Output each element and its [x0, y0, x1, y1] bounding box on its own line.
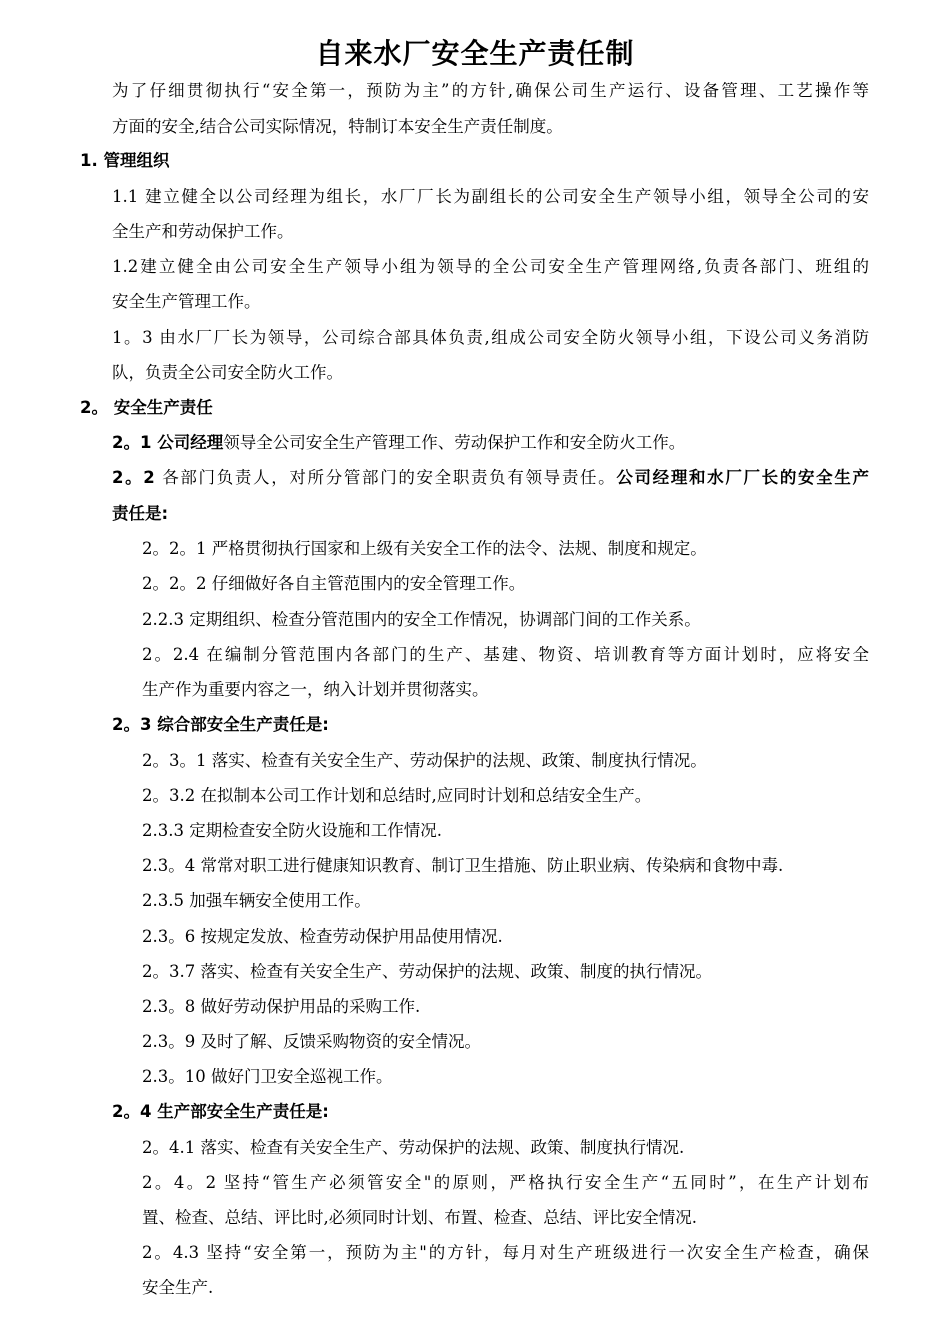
- clause-1-1-line-2: 全生产和劳动保护工作。: [112, 222, 294, 241]
- clause-2-3-2: 2。3.2 在拟制本公司工作计划和总结时,应同时计划和总结安全生产。: [142, 786, 652, 805]
- clause-2-2-line-1: [112, 465, 869, 491]
- clause-2-2-1: 2。2。1 严格贯彻执行国家和上级有关安全工作的法令、法规、制度和规定。: [142, 539, 707, 558]
- clause-2-4-1: 2。4.1 落实、检查有关安全生产、劳动保护的法规、政策、制度执行情况.: [142, 1138, 685, 1157]
- clause-2-3-heading: 2。3 综合部安全生产责任是:: [112, 715, 329, 734]
- clause-2-3-1: 2。3。1 落实、检查有关安全生产、劳动保护的法规、政策、制度执行情况。: [142, 751, 707, 770]
- intro-line-1: 为了仔细贯彻执行“安全第一，预防为主”的方针,确保公司生产运行、设备管理、工艺操作等: [112, 81, 869, 100]
- clause-1-2-line-2: 安全生产管理工作。: [112, 292, 261, 311]
- clause-2-3-7: 2。3.7 落实、检查有关安全生产、劳动保护的法规、政策、制度的执行情况。: [142, 962, 712, 981]
- clause-2-3-6: 2.3。6 按规定发放、检查劳动保护用品使用情况.: [142, 927, 503, 946]
- clause-1-1-line-1: 1.1 建立健全以公司经理为组长，水厂厂长为副组长的公司安全生产领导小组，领导全公司的安: [112, 187, 869, 206]
- clause-1-3-line-1: 1。3 由水厂厂长为领导，公司综合部具体负责,组成公司安全防火领导小组，下设公司义务消防: [112, 328, 869, 347]
- document-title: 自来水厂安全生产责任制: [315, 37, 635, 70]
- clause-2-2-bold-text: 公司经理和水厂厂长的安全生产: [616, 468, 869, 487]
- clause-2-4-2-line-2: 置、检查、总结、评比时,必须同时计划、布置、检查、总结、评比安全情况.: [142, 1208, 697, 1227]
- clause-2-1-lead: 2。1 公司经理: [112, 433, 224, 452]
- intro-line-2: 方面的安全,结合公司实际情况，特制订本安全生产责任制度。: [112, 117, 563, 136]
- clause-2-2-3: 2.2.3 定期组织、检查分管范围内的安全工作情况，协调部门间的工作关系。: [142, 610, 701, 629]
- clause-2-2-number: 2。2: [112, 468, 163, 487]
- clause-2-3-5: 2.3.5 加强车辆安全使用工作。: [142, 891, 371, 910]
- clause-2-2-line-2: 责任是:: [112, 504, 169, 523]
- clause-2-3-8: 2.3。8 做好劳动保护用品的采购工作.: [142, 997, 421, 1016]
- clause-2-3-9: 2.3。9 及时了解、反馈采购物资的安全情况。: [142, 1032, 481, 1051]
- clause-2-2-2: 2。2。2 仔细做好各自主管范围内的安全管理工作。: [142, 574, 526, 593]
- clause-2-2-4-line-1: 2。2.4 在编制分管范围内各部门的生产、基建、物资、培训教育等方面计划时，应将安全: [142, 645, 869, 664]
- clause-1-3-line-2: 队，负责全公司安全防火工作。: [112, 363, 343, 382]
- section-1-heading: 1. 管理组织: [80, 151, 170, 170]
- clause-1-2-line-1: 1.2建立健全由公司安全生产领导小组为领导的全公司安全生产管理网络,负责各部门、班组的: [112, 257, 869, 276]
- clause-2-2-text: 各部门负责人，对所分管部门的安全职责负有领导责任。: [162, 468, 617, 487]
- clause-2-4-3-line-2: 安全生产.: [142, 1278, 214, 1297]
- clause-2-3-4: 2.3。4 常常对职工进行健康知识教育、制订卫生措施、防止职业病、传染病和食物中毒.: [142, 856, 784, 875]
- clause-2-4-heading: 2。4 生产部安全生产责任是:: [112, 1102, 329, 1121]
- clause-2-1-text: 领导全公司安全生产管理工作、劳动保护工作和安全防火工作。: [223, 433, 686, 452]
- clause-2-2-4-line-2: 生产作为重要内容之一，纳入计划并贯彻落实。: [142, 680, 489, 699]
- clause-2-3-10: 2.3。10 做好门卫安全巡视工作。: [142, 1067, 393, 1086]
- clause-2-3-3: 2.3.3 定期检查安全防火设施和工作情况.: [142, 821, 442, 840]
- section-2-heading: 2。 安全生产责任: [80, 398, 213, 417]
- clause-2-4-3-line-1: 2。4.3 坚持“安全第一，预防为主"的方针，每月对生产班级进行一次安全生产检查，确保: [142, 1243, 869, 1262]
- clause-2-4-2-line-1: 2。4。2 坚持“管生产必须管安全"的原则，严格执行安全生产“五同时”，在生产计划布: [142, 1173, 869, 1192]
- clause-2-1: [112, 430, 685, 456]
